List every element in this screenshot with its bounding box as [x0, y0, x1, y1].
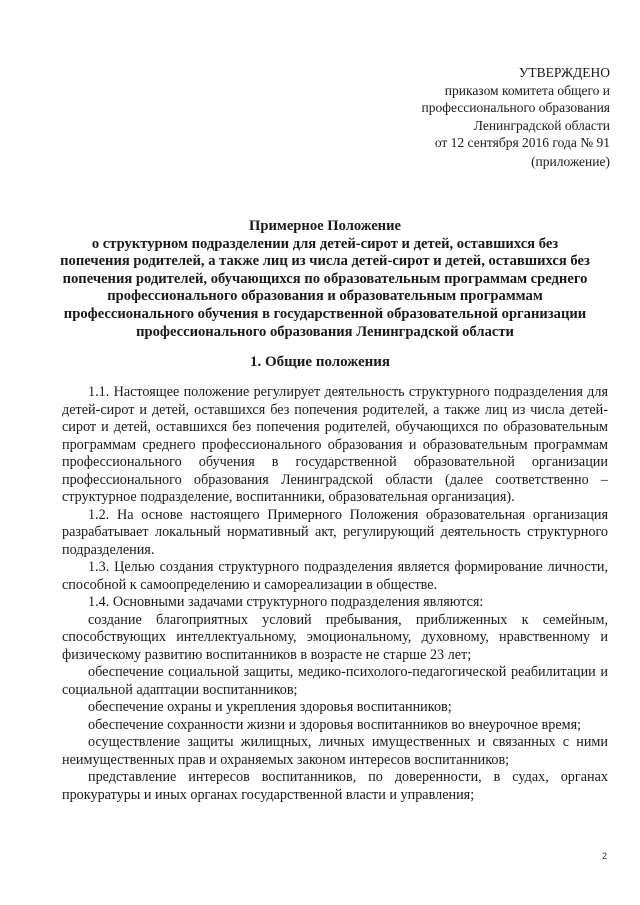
paragraph-1-1: 1.1. Настоящее положение регулирует деятельность структурного подразделения для детей-сирот и детей, оставшихся без попечения родителей, а также лиц из числа детей-сирот и детей, оставшихся без попечения родителей, обучающихся по образовательным программам среднего профессионального образования и образовательным программам профессионального обучения в государственной образовательной организации профессионального образования Ленинградской области (далее соответственно – структурное подразделение, воспитанники, образовательная организация). [62, 384, 608, 505]
page-number: 2 [601, 851, 607, 861]
paragraph-1-4: 1.4. Основными задачами структурного подразделения являются: [88, 594, 484, 610]
title-line: Примерное Положение [249, 218, 401, 234]
title-line: профессионального образования Ленинградской области [136, 323, 514, 340]
approval-heading: УТВЕРЖДЕНО [518, 65, 610, 80]
appendix-label: (приложение) [531, 154, 610, 169]
title-line: профессионального обучения в государственной образовательной организации [63, 305, 587, 322]
title-line: о структурном подразделении для детей-сирот и детей, оставшихся без [91, 235, 559, 252]
paragraph-1-3: 1.3. Целью создания структурного подразделения является формирование личности, способной к самоопределению и самореализации в обществе. [62, 559, 608, 593]
document-body [62, 384, 608, 804]
approval-committee-line: профессионального образования [421, 100, 610, 115]
section-heading: 1. Общие положения [249, 354, 391, 370]
task-item: обеспечение социальной защиты, медико-психолого-педагогической реабилитации и социальной адаптации воспитанников; [62, 664, 608, 698]
task-item: обеспечение сохранности жизни и здоровья воспитанников во внеурочное время; [88, 716, 582, 733]
task-item: создание благоприятных условий пребывания, приближенных к семейным, способствующих интеллектуальному, эмоциональному, духовному, нравственному и физическому развитию воспитанников в возрасте не старше 23 лет; [62, 611, 608, 663]
approval-stamp [422, 64, 611, 152]
task-item: осуществление защиты жилищных, личных имущественных и связанных с ними неимущественных прав и охраняемых законом интересов воспитанников; [62, 734, 608, 768]
task-item: представление интересов воспитанников, по доверенности, в судах, органах прокуратуры и иных органах государственной власти и управления; [62, 769, 608, 803]
title-line: попечения родителей, обучающихся по образовательным программам среднего [62, 270, 588, 287]
task-item: обеспечение охраны и укрепления здоровья воспитанников; [88, 699, 452, 715]
approval-order-line: приказом комитета общего и [444, 82, 610, 98]
title-line: профессионального образования и образовательным программам [107, 288, 543, 305]
approval-region-line: Ленинградской области [473, 117, 610, 133]
title-line: попечения родителей, а также лиц из числа детей-сирот и детей, оставшихся без [60, 253, 590, 270]
paragraph-1-2: 1.2. На основе настоящего Примерного Положения образовательная организация разрабатывает локальный нормативный акт, регулирующий деятельность структурного подразделения. [62, 506, 608, 558]
document-title [46, 218, 604, 341]
approval-date-line: от 12 сентября 2016 года № 91 [434, 135, 610, 150]
